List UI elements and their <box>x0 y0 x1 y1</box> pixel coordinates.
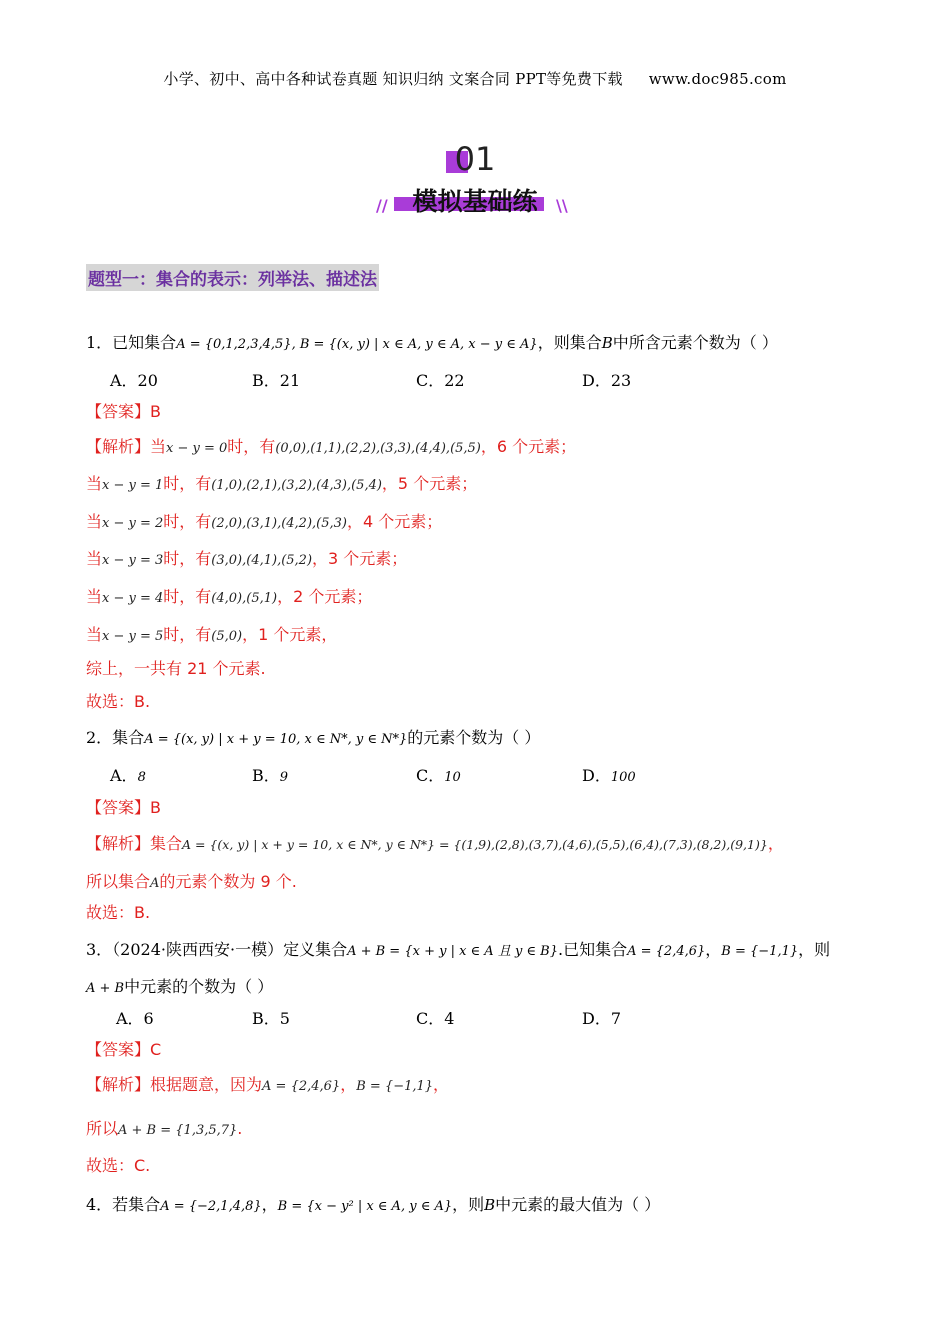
q1-l2-m1: x − y = 1 <box>102 478 164 493</box>
q3-l2-math: A + B = {1,3,5,7} <box>118 1123 238 1138</box>
q2-ex-pre: 集合 <box>150 834 183 853</box>
q1-l3-m2: (2,0),(3,1),(4,2),(5,3) <box>211 516 347 531</box>
q1-l6-m1: x − y = 5 <box>102 629 164 644</box>
q2-option-b-value: 9 <box>279 770 289 785</box>
question-3-line-2 <box>86 974 273 997</box>
q2-lead: 2．集合 <box>86 728 145 747</box>
q4-lead: 4．若集合 <box>86 1195 161 1214</box>
q2-option-c <box>416 763 461 786</box>
banner-left-slash-icon: // <box>376 196 388 215</box>
q1-math: A = {0,1,2,3,4,5}, B = {(x, y) | x ∈ A, y ∈ A, x − y ∈ A} <box>176 337 538 352</box>
q1-l1-pre: 当 <box>150 437 167 456</box>
q1-explain-line-3 <box>86 509 442 532</box>
q1-option-c: C．22 <box>416 371 465 390</box>
q3-lead: 3．（2024·陕西西安·一模）定义集合 <box>86 940 348 959</box>
q1-explain-line-5 <box>86 584 372 607</box>
q3-math2: A = {2,4,6} <box>627 944 706 959</box>
q3-explain-line-1 <box>86 1072 449 1095</box>
q4-math1: A = {−2,1,4,8} <box>160 1199 262 1214</box>
q4-mid: ，则 <box>452 1195 485 1214</box>
q1-l3-post: ，4 个元素； <box>346 512 443 531</box>
q2-math: A = {(x, y) | x + y = 10, x ∈ N*, y ∈ N*} <box>144 732 408 747</box>
q1-tail: ，则集合 <box>537 333 602 352</box>
q1-l6-pre: 当 <box>86 625 103 644</box>
banner-title: 模拟基础练 <box>412 187 538 216</box>
q2-option-b <box>252 763 288 786</box>
q2-option-d-label: D． <box>582 766 611 785</box>
q2-option-a <box>110 763 146 786</box>
q1-option-a: A．20 <box>110 371 158 390</box>
q3-l2-post: . <box>237 1119 243 1138</box>
q2-l2-post: 的元素个数为 9 个. <box>159 872 297 891</box>
q1-lead: 1．已知集合 <box>86 333 177 352</box>
page-header <box>0 68 950 89</box>
q1-set-b: B <box>601 334 613 352</box>
q3-tail: ，则 <box>798 940 831 959</box>
q3-ex-m2: B = {−1,1} <box>356 1079 434 1094</box>
q2-option-d <box>582 763 636 786</box>
q2-l2-m: A <box>150 876 160 891</box>
q2-option-a-value: 8 <box>137 770 146 785</box>
q1-l2-mid: 时，有 <box>163 474 212 493</box>
q4-set-b: B <box>484 1196 496 1214</box>
q3-l2-pre: 所以 <box>86 1119 119 1138</box>
q1-l5-post: ，2 个元素； <box>277 587 373 606</box>
q2-option-c-label: C． <box>416 766 445 785</box>
q1-l1-post: ，6 个元素； <box>480 437 577 456</box>
q3-ex-m1: A = {2,4,6} <box>262 1079 341 1094</box>
q1-l5-m2: (4,0),(5,1) <box>211 591 278 606</box>
q1-l5-m1: x − y = 4 <box>102 591 164 606</box>
q1-l3-mid: 时，有 <box>163 512 212 531</box>
q3-option-d: D．7 <box>582 1009 622 1028</box>
q2-l2-pre: 所以集合 <box>86 872 151 891</box>
q3-math3: B = {−1,1} <box>721 944 799 959</box>
q1-l1-m1: x − y = 0 <box>166 441 228 456</box>
q3-explain-label: 【解析】 <box>86 1075 151 1094</box>
q3-math1: A + B = {x + y | x ∈ A 且 y ∈ B} <box>347 944 559 959</box>
q1-l6-mid: 时，有 <box>163 625 212 644</box>
q4-math2: B = {x − y² | x ∈ A, y ∈ A} <box>277 1199 453 1214</box>
q3-line2-text: 中元素的个数为（ ） <box>124 977 274 996</box>
q4-sep: ， <box>261 1195 278 1214</box>
q3-option-a: A．6 <box>116 1009 154 1028</box>
q1-summary: 综上，一共有 21 个元素. <box>86 659 266 678</box>
q1-l6-m2: (5,0) <box>211 629 243 644</box>
q1-l4-post: ，3 个元素； <box>312 549 408 568</box>
q1-l6-post: ，1 个元素， <box>242 625 338 644</box>
q2-answer: 【答案】B <box>86 798 161 817</box>
q1-l4-pre: 当 <box>86 549 103 568</box>
header-text: 小学、初中、高中各种试卷真题 知识归纳 文案合同 PPT等免费下载 <box>163 70 623 88</box>
q2-explain-label: 【解析】 <box>86 834 151 853</box>
q2-option-d-value: 100 <box>610 770 636 785</box>
q1-l4-m2: (3,0),(4,1),(5,2) <box>211 553 313 568</box>
q2-option-c-value: 10 <box>444 770 461 785</box>
banner-right-slash-icon: \\ <box>556 196 568 215</box>
q1-answer: 【答案】B <box>86 402 161 421</box>
header-url[interactable]: www.doc985.com <box>648 70 787 88</box>
q3-ex-pre: 根据题意，因为 <box>150 1075 263 1094</box>
q2-ex-math: A = {(x, y) | x + y = 10, x ∈ N*, y ∈ N*} = {(1,9),(2,8),(3,7),(4,6),(5,5),(6,4),(7,3),(8,2),(9,1)} <box>182 837 768 852</box>
q1-l1-mid: 时，有 <box>227 437 276 456</box>
q1-l4-mid: 时，有 <box>163 549 212 568</box>
q3-sep: ， <box>705 940 722 959</box>
q1-explain-line-1 <box>86 434 576 457</box>
q2-explain-line-2 <box>86 869 297 892</box>
question-1 <box>86 330 778 353</box>
q1-l5-pre: 当 <box>86 587 103 606</box>
section-title: 题型一：集合的表示：列举法、描述法 <box>86 264 379 291</box>
q3-ex-sep: ， <box>340 1075 357 1094</box>
q1-l4-m1: x − y = 3 <box>102 553 164 568</box>
q1-l5-mid: 时，有 <box>163 587 212 606</box>
q3-choice: 故选：C. <box>86 1156 151 1175</box>
q3-answer: 【答案】C <box>86 1040 162 1059</box>
q2-tail: 的元素个数为（ ） <box>407 728 541 747</box>
q1-l3-pre: 当 <box>86 512 103 531</box>
q2-option-a-label: A． <box>110 766 138 785</box>
q1-explain-line-4 <box>86 546 407 569</box>
q1-l3-m1: x − y = 2 <box>102 516 164 531</box>
q3-line2-math: A + B <box>86 981 125 996</box>
question-2 <box>86 725 540 748</box>
q1-explain-line-2 <box>86 471 477 494</box>
q1-explain-line-6 <box>86 622 337 645</box>
q3-mid: .已知集合 <box>558 940 628 959</box>
q1-option-d: D．23 <box>582 371 632 390</box>
q1-option-b: B．21 <box>252 371 301 390</box>
q1-l2-post: ，5 个元素； <box>381 474 478 493</box>
q2-explain-line-1 <box>86 831 784 854</box>
q3-explain-line-2 <box>86 1116 242 1139</box>
q2-ex-post: ， <box>767 834 784 853</box>
q1-tail2: 中所含元素个数为（ ） <box>612 333 778 352</box>
q2-option-b-label: B． <box>252 766 280 785</box>
q1-l1-m2: (0,0),(1,1),(2,2),(3,3),(4,4),(5,5) <box>275 441 481 456</box>
banner-number: 01 <box>454 140 496 178</box>
q1-explain-label: 【解析】 <box>86 437 151 456</box>
q3-ex-post: ， <box>433 1075 450 1094</box>
q2-choice: 故选：B. <box>86 903 151 922</box>
q1-choice: 故选：B. <box>86 692 151 711</box>
q1-l2-m2: (1,0),(2,1),(3,2),(4,3),(5,4) <box>211 478 382 493</box>
q1-l2-pre: 当 <box>86 474 103 493</box>
q4-tail: 中元素的最大值为（ ） <box>495 1195 661 1214</box>
q3-option-b: B．5 <box>252 1009 290 1028</box>
q3-option-c: C．4 <box>416 1009 455 1028</box>
question-3 <box>86 937 830 960</box>
question-4 <box>86 1192 660 1215</box>
